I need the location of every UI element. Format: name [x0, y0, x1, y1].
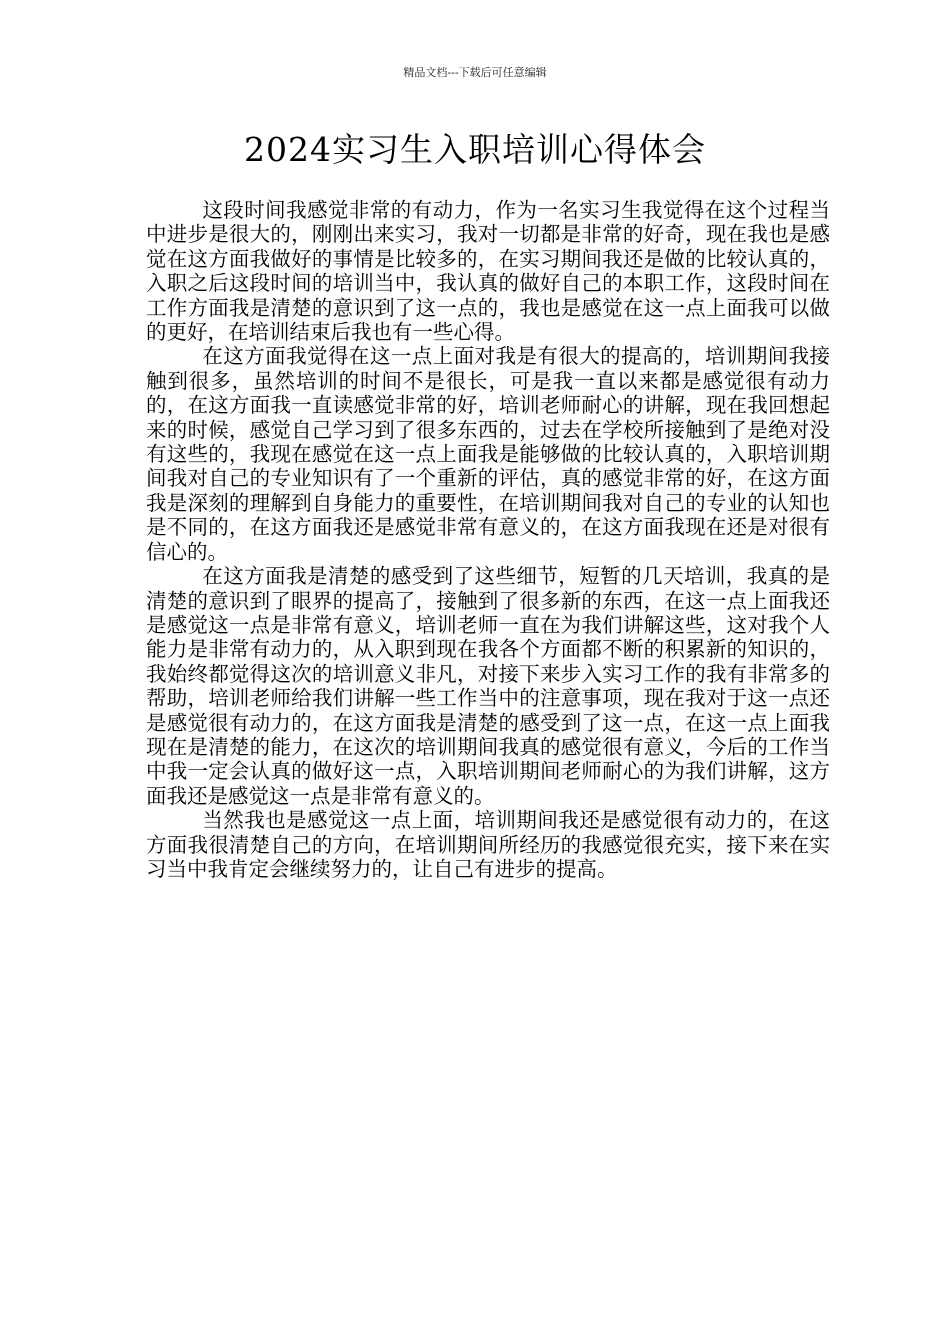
paragraph-2: 在这方面我觉得在这一点上面对我是有很大的提高的，培训期间我接触到很多，虽然培训的时间不是很长，可是我一直以来都是感觉很有动力的，在这方面我一直读感觉非常的好，培训老师耐心的讲解，现在我回想起来的时候，感觉自己学习到了很多东西的，过去在学校所接触到了是绝对没有这些的，我现在感觉在这一点上面我是能够做的比较认真的，入职培训期间我对自己的专业知识有了一个重新的评估，真的感觉非常的好，在这方面我是深刻的理解到自身能力的重要性，在培训期间我对自己的专业的认知也是不同的，在这方面我还是感觉非常有意义的，在这方面我现在还是对很有信心的。 [146, 344, 830, 564]
paragraph-1: 这段时间我感觉非常的有动力，作为一名实习生我觉得在这个过程当中进步是很大的，刚刚出来实习，我对一切都是非常的好奇，现在我也是感觉在这方面我做好的事情是比较多的，在实习期间我还是做的比较认真的，入职之后这段时间的培训当中，我认真的做好自己的本职工作，这段时间在工作方面我是清楚的意识到了这一点的，我也是感觉在这一点上面我可以做的更好，在培训结束后我也有一些心得。 [146, 198, 830, 345]
document-body [146, 198, 830, 881]
document-title: 2024实习生入职培训心得体会 [244, 130, 706, 169]
paragraph-3: 在这方面我是清楚的感受到了这些细节，短暂的几天培训，我真的是清楚的意识到了眼界的提高了，接触到了很多新的东西，在这一点上面我还是感觉这一点是非常有意义，培训老师一直在为我们讲解这些，这对我个人能力是非常有动力的，从入职到现在我各个方面都不断的积累新的知识的，我始终都觉得这次的培训意义非凡，对接下来步入实习工作的我有非常多的帮助，培训老师给我们讲解一些工作当中的注意事项，现在我对于这一点还是感觉很有动力的，在这方面我是清楚的感受到了这一点，在这一点上面我现在是清楚的能力，在这次的培训期间我真的感觉很有意义，今后的工作当中我一定会认真的做好这一点，入职培训期间老师耐心的为我们讲解，这方面我还是感觉这一点是非常有意义的。 [146, 564, 830, 808]
paragraph-4: 当然我也是感觉这一点上面，培训期间我还是感觉很有动力的，在这方面我很清楚自己的方向，在培训期间所经历的我感觉很充实，接下来在实习当中我肯定会继续努力的，让自己有进步的提高。 [146, 808, 830, 881]
page-header: 精品文档---下载后可任意编辑 [403, 66, 547, 79]
